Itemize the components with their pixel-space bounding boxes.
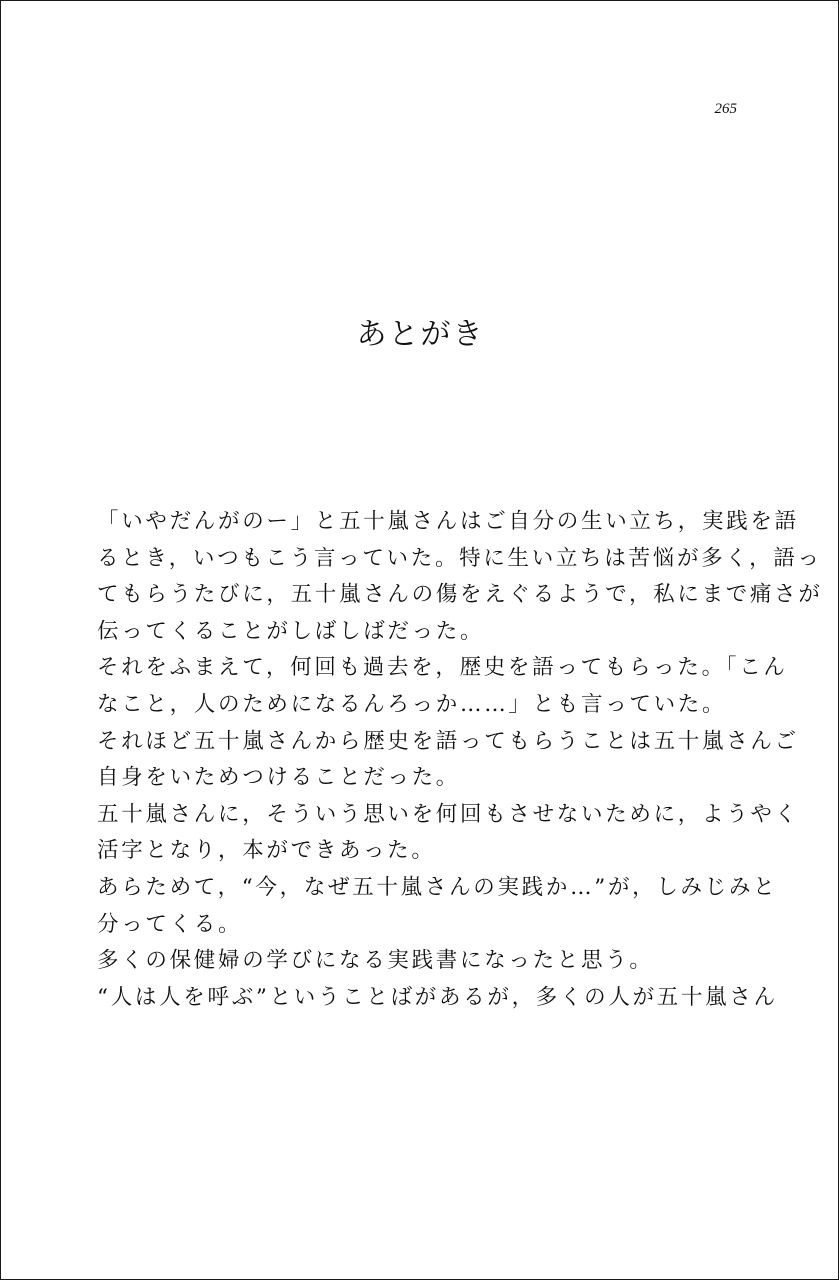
text-line: 「いやだんがのー」と五十嵐さんはご自分の生い立ち，実践を語 (97, 509, 799, 534)
paragraph-7 (97, 980, 778, 1017)
text-line: 分ってくる。 (97, 911, 243, 937)
text-line: 自身をいためつけることだった。 (97, 765, 461, 791)
paragraph-3 (97, 724, 799, 797)
text-line: それほど五十嵐さんから歴史を語ってもらうことは五十嵐さんご (97, 728, 799, 754)
text-line: 活字となり，本ができあった。 (97, 838, 436, 864)
text-line: 多くの保健婦の学びになる実践書になったと思う。 (97, 948, 654, 974)
chapter-title: あとがき (356, 317, 485, 352)
paragraph-6 (97, 943, 747, 980)
paragraph-2 (97, 650, 788, 723)
text-line: てもらうたびに，五十嵐さんの傷をえぐるようで，私にまで痛さが (97, 582, 823, 608)
page-number: 265 (714, 101, 737, 117)
text-line: “人は人を呼ぶ”ということばがあるが，多くの人が五十嵐さん (97, 984, 778, 1010)
text-line: あらためて，“今，なぜ五十嵐さんの実践か…”が，しみじみと (97, 874, 778, 900)
paragraph-1 (97, 504, 823, 650)
text-line: 五十嵐さんに，そういう思いを何回もさせないために，ようやく (97, 801, 799, 827)
paragraph-4 (97, 797, 799, 870)
text-line: なこと，人のためになるんろっか……」とも言っていた。 (97, 691, 727, 717)
body-text (97, 504, 823, 1016)
text-line: 伝ってくることがしばしばだった。 (97, 618, 485, 644)
text-line: それをふまえて，何回も過去を，歴史を語ってもらった。「こん (97, 655, 788, 681)
text-line: るとき，いつもこう言っていた。特に生い立ちは苦悩が多く，語っ (97, 545, 822, 571)
paragraph-5 (97, 870, 778, 943)
